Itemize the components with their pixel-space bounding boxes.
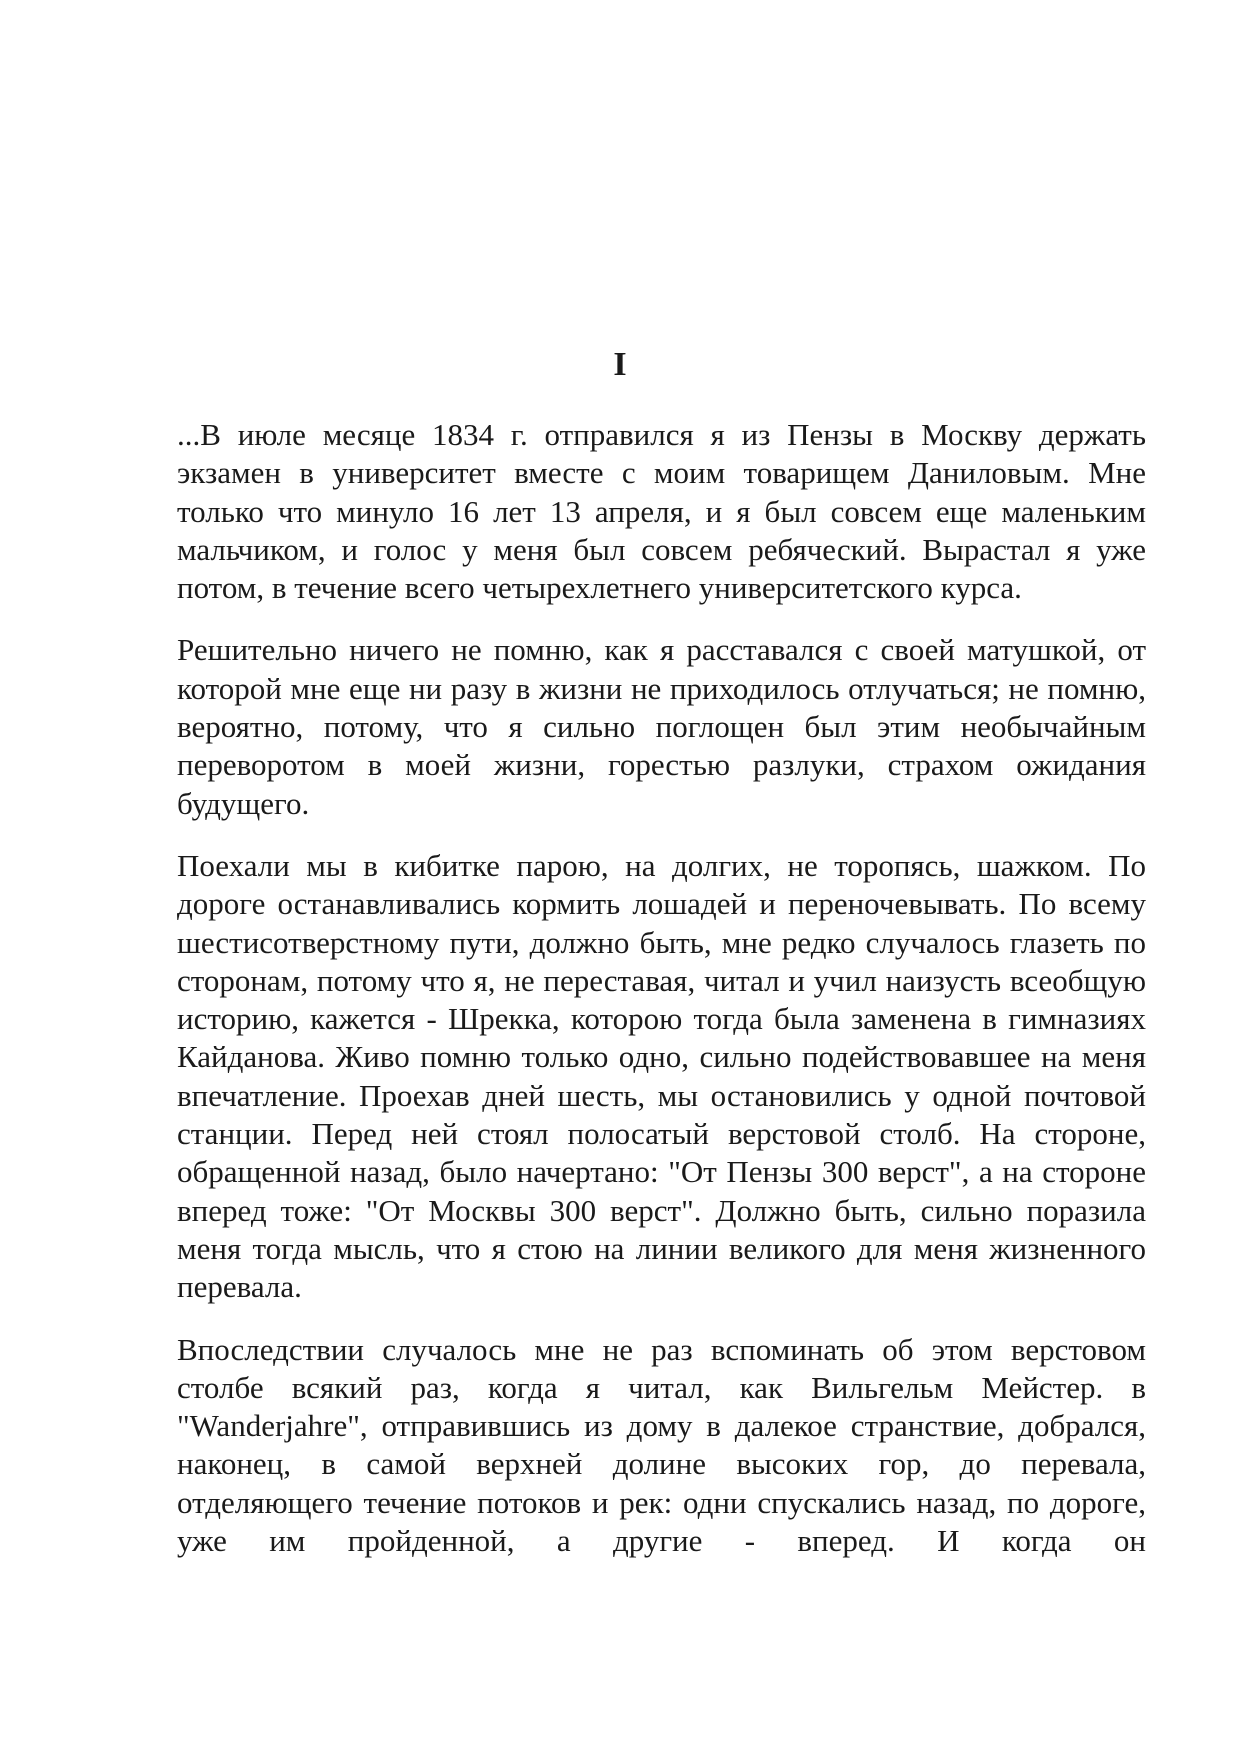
paragraph: Решительно ничего не помню, как я расставался с своей матушкой, от которой мне еще ни разу в жизни не приходилось отлучаться; не помню, вероятно, потому, что я сильно поглощен был этим необычайным переворотом в моей жизни, горестью разлуки, страхом ожидания будущего. xyxy=(177,632,1146,821)
body-text xyxy=(177,416,1146,1584)
chapter-heading: I xyxy=(613,346,627,383)
paragraph: Впоследствии случалось мне не раз вспоминать об этом верстовом столбе всякий раз, когда я читал, как Вильгельм Мейстер. в "Wanderjahre", отправившись из дому в далекое странствие, добрался, наконец, в самой верхней долине высоких гор, до перевала, отделяющего течение потоков и рек: одни спускались назад, по дороге, уже им пройденной, а другие - вперед. И когда он xyxy=(177,1331,1146,1559)
paragraph: Поехали мы в кибитке парою, на долгих, не торопясь, шажком. По дороге останавливались кормить лошадей и переночевывать. По всему шестисотверстному пути, должно быть, мне редко случалось глазеть по сторонам, потому что я, не переставая, читал и учил наизусть всеобщую историю, кажется - Шрекка, которою тогда была заменена в гимназиях Кайданова. Живо помню только одно, сильно подействовавшее на меня впечатление. Проехав дней шесть, мы остановились у одной почтовой станции. Перед ней стоял полосатый верстовой столб. На стороне, обращенной назад, было начертано: "От Пензы 300 верст", а на стороне вперед тоже: "От Москвы 300 верст". Должно быть, сильно поразила меня тогда мысль, что я стою на линии великого для меня жизненного перевала. xyxy=(177,847,1146,1305)
paragraph: ...В июле месяце 1834 г. отправился я из Пензы в Москву держать экзамен в университет вместе с моим товарищем Даниловым. Мне только что минуло 16 лет 13 апреля, и я был совсем еще маленьким мальчиком, и голос у меня был совсем ребяческий. Вырастал я уже потом, в течение всего четырехлетнего университетского курса. xyxy=(177,417,1146,606)
